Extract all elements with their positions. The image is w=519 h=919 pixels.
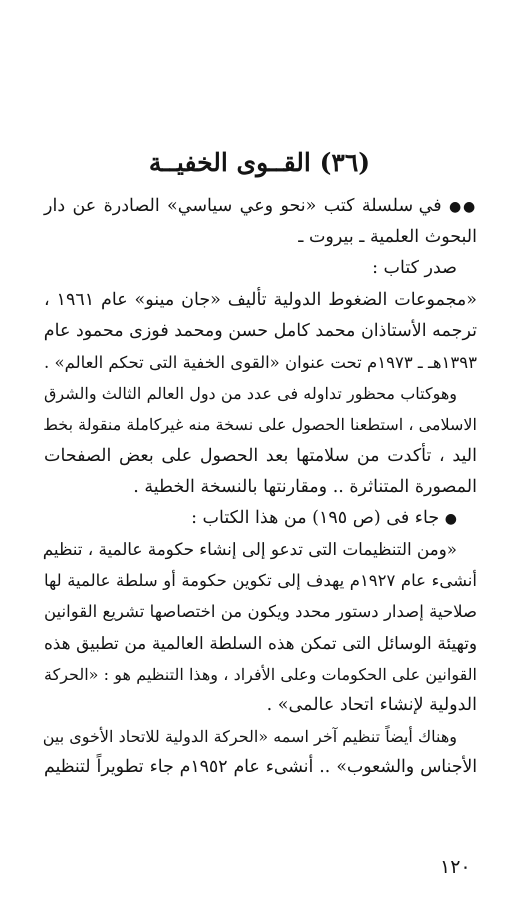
text-line bbox=[44, 222, 477, 253]
text-line bbox=[44, 285, 477, 316]
line-text: الاسلامى ، استطعنا الحصول على نسخة منه غيركاملة منقولة بخط bbox=[43, 415, 477, 435]
line-text: في سلسلة كتب «نحو وعي سياسي» الصادرة عن دار bbox=[44, 196, 442, 216]
text-line bbox=[44, 752, 477, 783]
line-text: وتهيئة الوسائل التى تمكن هذه السلطة العالمية من تطبيق هذه bbox=[44, 632, 477, 653]
line-text: الدولية لإنشاء اتحاد عالمى» . bbox=[266, 695, 477, 715]
text-line bbox=[44, 191, 477, 222]
line-text: صدر كتاب : bbox=[372, 258, 457, 279]
line-text: وهناك أيضاً تنظيم آخر اسمه «الحركة الدولية للاتحاد الأخوى بين bbox=[42, 727, 457, 747]
text-line bbox=[44, 316, 477, 347]
text-line bbox=[44, 534, 477, 565]
bullet-icon: ● bbox=[444, 510, 457, 527]
line-text: صلاحية إصدار دستور محدد ويكون من اختصاصها تشريع القوانين bbox=[44, 602, 477, 622]
text-line bbox=[44, 472, 477, 503]
line-text: «مجموعات الضغوط الدولية تأليف «جان مينو» عام ١٩٦١ ، bbox=[44, 289, 477, 310]
chapter-title: (٣٦) القــوى الخفيــة bbox=[148, 148, 371, 177]
text-line bbox=[44, 721, 477, 752]
text-line bbox=[44, 690, 477, 721]
text-line bbox=[44, 378, 477, 409]
line-text: «ومن التنظيمات التى تدعو إلى إنشاء حكومة عالمية ، تنظيم bbox=[42, 539, 457, 560]
text-line bbox=[44, 253, 477, 284]
bullet-icon: ●● bbox=[448, 199, 477, 215]
line-text: المصورة المتناثرة .. ومقارنتها بالنسخة الخطية . bbox=[133, 476, 477, 497]
line-text: أنشىء عام ١٩٢٧م يهدف إلى تكوين حكومة أو سلطة عالمية لها bbox=[44, 571, 477, 591]
line-text: البحوث العلمية ـ بيروت ـ bbox=[298, 227, 477, 248]
line-text: ١٣٩٣هـ ـ ١٩٧٣م تحت عنوان «القوى الخفية التى تحكم العالم» . bbox=[44, 352, 477, 372]
line-text: القوانين على الحكومات وعلى الأفراد ، وهذا التنظيم هو : «الحركة bbox=[44, 664, 477, 684]
text-line bbox=[44, 628, 477, 659]
line-text: اليد ، تأكدت من سلامتها بعد الحصول على بعض الصفحات bbox=[44, 445, 477, 466]
line-text: وهوكتاب محظور تداوله فى عدد من دول العالم الثالث والشرق bbox=[44, 384, 457, 404]
text-line bbox=[44, 409, 477, 440]
text-line bbox=[44, 659, 477, 690]
text-line bbox=[44, 503, 477, 534]
line-text: ترجمه الأستاذان محمد كامل حسن ومحمد فوزى محمود عام bbox=[43, 320, 477, 341]
text-line bbox=[44, 565, 477, 596]
line-text: جاء فى (ص ١٩٥) من هذا الكتاب : bbox=[191, 507, 440, 528]
text-line bbox=[44, 347, 477, 378]
text-line bbox=[44, 441, 477, 472]
line-text: الأجناس والشعوب» .. أنشىء عام ١٩٥٢م جاء تطويراً لتنظيم bbox=[44, 757, 477, 778]
page-number: ١٢٠ bbox=[440, 856, 471, 878]
text-line bbox=[44, 596, 477, 627]
body-text bbox=[44, 191, 477, 784]
